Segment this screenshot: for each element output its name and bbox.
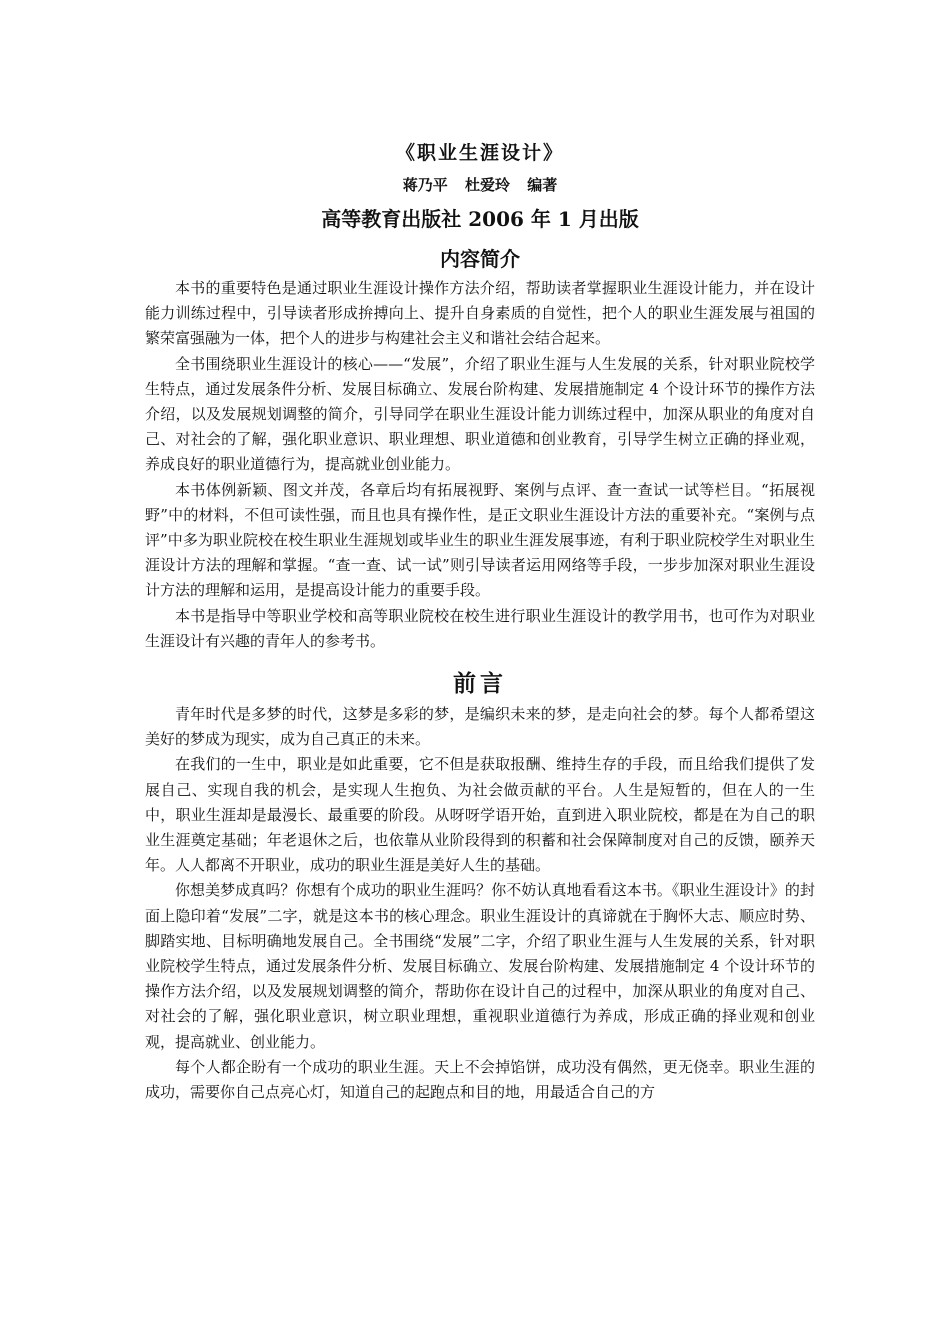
preface-heading: 前言 bbox=[453, 670, 507, 698]
document-page bbox=[145, 136, 815, 1105]
author-role: 编著 bbox=[527, 176, 558, 194]
intro-paragraph: 全书围绕职业生涯设计的核心——“发展”，介绍了职业生涯与人生发展的关系，针对职业院校学生特点，通过发展条件分析、发展目标确立、发展台阶构建、发展措施制定 4 个设计环节的操作方法介绍，以及发展规划调整的简介，引导同学在职业生涯设计能力训练过程中，加深从职业的角度对自己、对社会的了解，强化职业意识、职业理想、职业道德和创业教育，引导学生树立正确的择业观，养成良好的职业道德行为，提高就业创业能力。 bbox=[145, 354, 815, 474]
preface-paragraph: 青年时代是多梦的时代，这梦是多彩的梦，是编织未来的梦，是走向社会的梦。每个人都希望这美好的梦成为现实，成为自己真正的未来。 bbox=[145, 705, 815, 749]
preface-paragraph: 每个人都企盼有一个成功的职业生涯。天上不会掉馅饼，成功没有偶然，更无侥幸。职业生涯的成功，需要你自己点亮心灯，知道自己的起跑点和目的地，用最适合自己的方 bbox=[145, 1057, 815, 1102]
preface-paragraph: 你想美梦成真吗？你想有个成功的职业生涯吗？你不妨认真地看看这本书。《职业生涯设计》的封面上隐印着“发展”二字，就是这本书的核心理念。职业生涯设计的真谛就在于胸怀大志、顺应时势、脚踏实地、目标明确地发展自己。全书围绕“发展”二字，介绍了职业生涯与人生发展的关系，针对职业院校学生特点，通过发展条件分析、发展目标确立、发展台阶构建、发展措施制定 4 个设计环节的操作方法介绍，以及发展规划调整的简介，帮助你在设计自己的过程中，加深从职业的角度对自己、对社会的了解，强化职业意识，树立职业理想，重视职业道德行为养成，形成正确的择业观和创业观，提高就业、创业能力。 bbox=[145, 881, 815, 1051]
author-1: 蒋乃平 bbox=[402, 176, 448, 194]
intro-section bbox=[145, 276, 815, 654]
preface-paragraph: 在我们的一生中，职业是如此重要，它不但是获取报酬、维持生存的手段，而且给我们提供了发展自己、实现自我的机会，是实现人生抱负、为社会做贡献的平台。人生是短暂的，但在人的一生中，职业生涯却是最漫长、最重要的阶段。从呀呀学语开始，直到进入职业院校，都是在为自己的职业生涯奠定基础；年老退休之后，也依靠从业阶段得到的积蓄和社会保障制度对自己的反馈，颐养天年。人人都离不开职业，成功的职业生涯是美好人生的基础。 bbox=[145, 755, 815, 875]
preface-section bbox=[145, 702, 815, 1105]
intro-paragraph: 本书体例新颖、图文并茂，各章后均有拓展视野、案例与点评、查一查试一试等栏目。“拓展视野”中的材料，不但可读性强，而且也具有操作性，是正文职业生涯设计方法的重要补充。“案例与点评”中多为职业院校在校生职业生涯规划或毕业生的职业生涯发展事迹，有利于职业院校学生对职业生涯设计方法的理解和掌握。“查一查、试一试”则引导读者运用网络等手段，一步步加深对职业生涯设计方法的理解和运用，是提高设计能力的重要手段。 bbox=[145, 480, 815, 600]
intro-heading: 内容简介 bbox=[440, 247, 520, 271]
author-2: 杜爱玲 bbox=[464, 176, 510, 194]
authors-line bbox=[145, 170, 815, 200]
book-title: 《职业生涯设计》 bbox=[395, 142, 564, 164]
intro-paragraph: 本书是指导中等职业学校和高等职业院校在校生进行职业生涯设计的教学用书，也可作为对职业生涯设计有兴趣的青年人的参考书。 bbox=[145, 606, 815, 650]
publisher-line: 高等教育出版社 2006 年 1 月出版 bbox=[321, 207, 639, 231]
intro-paragraph: 本书的重要特色是通过职业生涯设计操作方法介绍，帮助读者掌握职业生涯设计能力，并在设计能力训练过程中，引导读者形成拚搏向上、提升自身素质的自觉性，把个人的职业生涯发展与祖国的繁荣富强融为一体，把个人的进步与构建社会主义和谐社会结合起来。 bbox=[145, 279, 815, 348]
